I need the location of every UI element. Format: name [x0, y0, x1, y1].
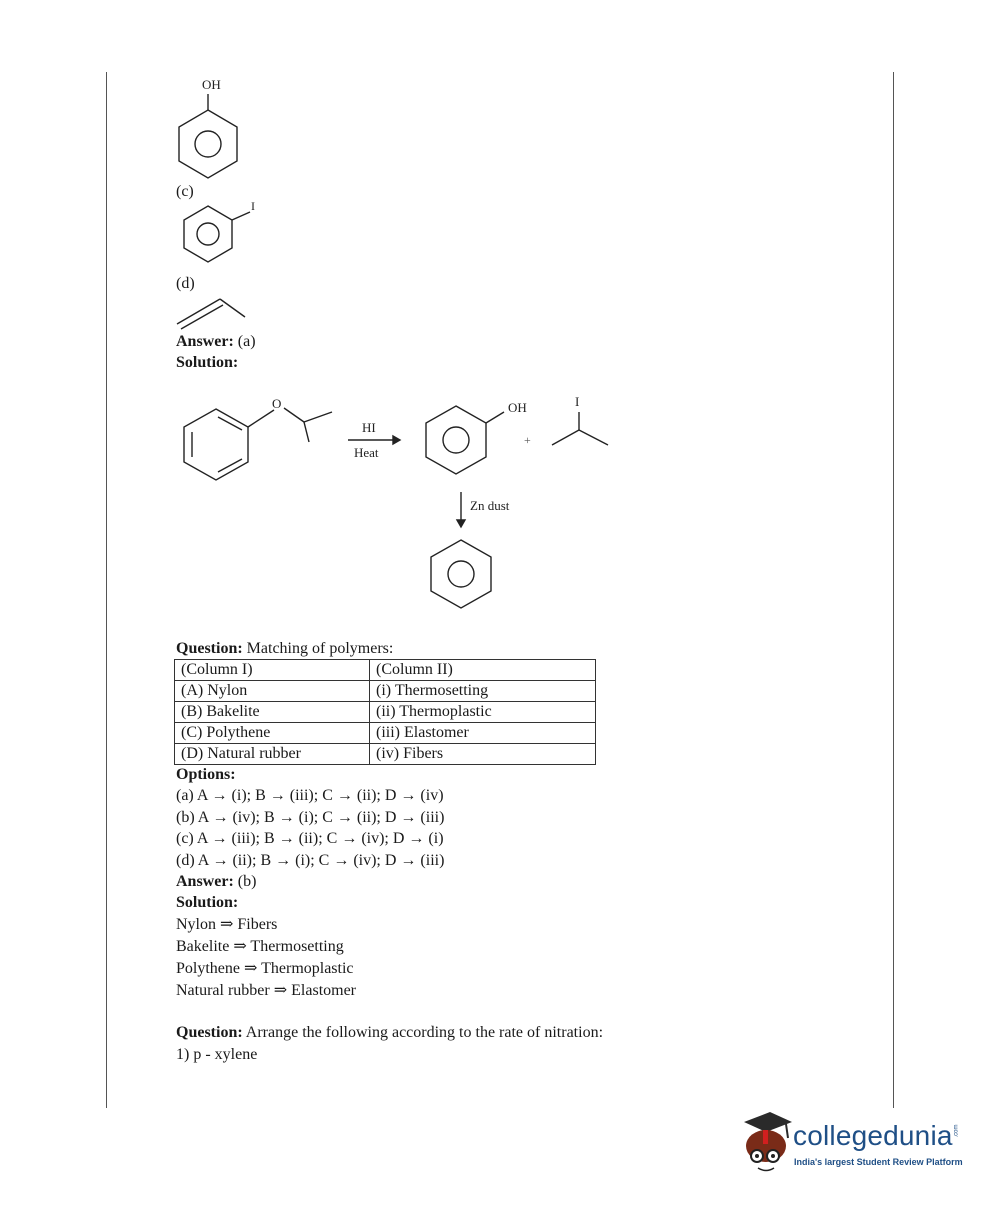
table-cell: (iv) Fibers	[370, 744, 596, 765]
table-cell: (D) Natural rubber	[175, 744, 370, 765]
answer2-value: (b)	[237, 873, 257, 890]
table-cell: (A) Nylon	[175, 681, 370, 702]
answer1-label: Answer:	[176, 333, 234, 350]
solution2-line-3: Polythene ⇒ Thermoplastic	[176, 960, 354, 977]
question2-line	[176, 639, 393, 659]
question2-label: Question:	[176, 640, 243, 657]
logo-name: collegedunia	[793, 1120, 953, 1151]
solution2-line-2: Bakelite ⇒ Thermosetting	[176, 938, 344, 955]
table-row	[175, 660, 596, 681]
reagent-heat: Heat	[354, 445, 379, 460]
isopropyl-phenyl-ether	[184, 396, 332, 480]
answer2-line	[176, 872, 256, 892]
zn-dust-label: Zn dust	[470, 498, 510, 513]
right-margin-rule	[893, 72, 894, 1108]
table-row	[175, 702, 596, 723]
question3-label: Question:	[176, 1024, 243, 1041]
table-row	[175, 681, 596, 702]
option-c-label: (c)	[176, 183, 194, 200]
answer1-line	[176, 332, 256, 352]
logo-com: .com	[953, 1124, 960, 1138]
iodobenzene-structure	[170, 198, 270, 273]
iodopropane-product	[552, 394, 608, 445]
question3-text: Arrange the following according to the rate of nitration:	[245, 1024, 604, 1041]
polymer-matching-table	[174, 659, 596, 765]
table-cell: (iii) Elastomer	[370, 723, 596, 744]
phenol-oh-label: OH	[202, 77, 221, 92]
solution2-label: Solution:	[176, 894, 239, 911]
answer1-value: (a)	[237, 333, 256, 350]
option-d: (d) A → (ii); B → (i); C → (iv); D → (iii)	[176, 852, 445, 869]
mascot-icon	[736, 1108, 796, 1178]
table-cell: (i) Thermosetting	[370, 681, 596, 702]
option-a: (a) A → (i); B → (iii); C → (ii); D → (iv)	[176, 787, 444, 804]
table-cell: (Column II)	[370, 660, 596, 681]
question3-line	[176, 1023, 603, 1043]
ether-cleavage-reaction	[180, 392, 630, 612]
logo-tagline: India's largest Student Review Platform	[794, 1157, 963, 1167]
option-b: (b) A → (iv); B → (i); C → (ii); D → (iii)	[176, 809, 445, 826]
iodo-i-label: I	[251, 199, 255, 213]
options-label: Options:	[176, 766, 236, 783]
benzene-product	[431, 540, 491, 608]
solution1-label: Solution:	[176, 354, 239, 371]
table-cell: (ii) Thermoplastic	[370, 702, 596, 723]
phenol-structure	[170, 72, 250, 182]
product-oh-label: OH	[508, 400, 527, 415]
reagent-hi: HI	[362, 420, 376, 435]
table-cell: (C) Polythene	[175, 723, 370, 744]
product-i-label: I	[575, 394, 580, 409]
table-cell: (B) Bakelite	[175, 702, 370, 723]
collegedunia-logo	[736, 1108, 966, 1178]
solution2-line-4: Natural rubber ⇒ Elastomer	[176, 982, 357, 999]
table-row	[175, 723, 596, 744]
answer2-label: Answer:	[176, 873, 234, 890]
option-d-label: (d)	[176, 275, 195, 292]
table-cell: (Column I)	[175, 660, 370, 681]
solution2-line-1: Nylon ⇒ Fibers	[176, 916, 278, 933]
question3-item1: 1) p - xylene	[176, 1046, 258, 1063]
left-margin-rule	[106, 72, 107, 1108]
option-c: (c) A → (iii); B → (ii); C → (iv); D → (i)	[176, 830, 444, 847]
question2-text: Matching of polymers:	[246, 640, 394, 657]
phenol-product	[426, 400, 527, 474]
table-row	[175, 744, 596, 765]
plus-sign: +	[524, 433, 531, 447]
ether-oxygen-label: O	[272, 396, 282, 411]
propene-structure	[175, 294, 255, 334]
